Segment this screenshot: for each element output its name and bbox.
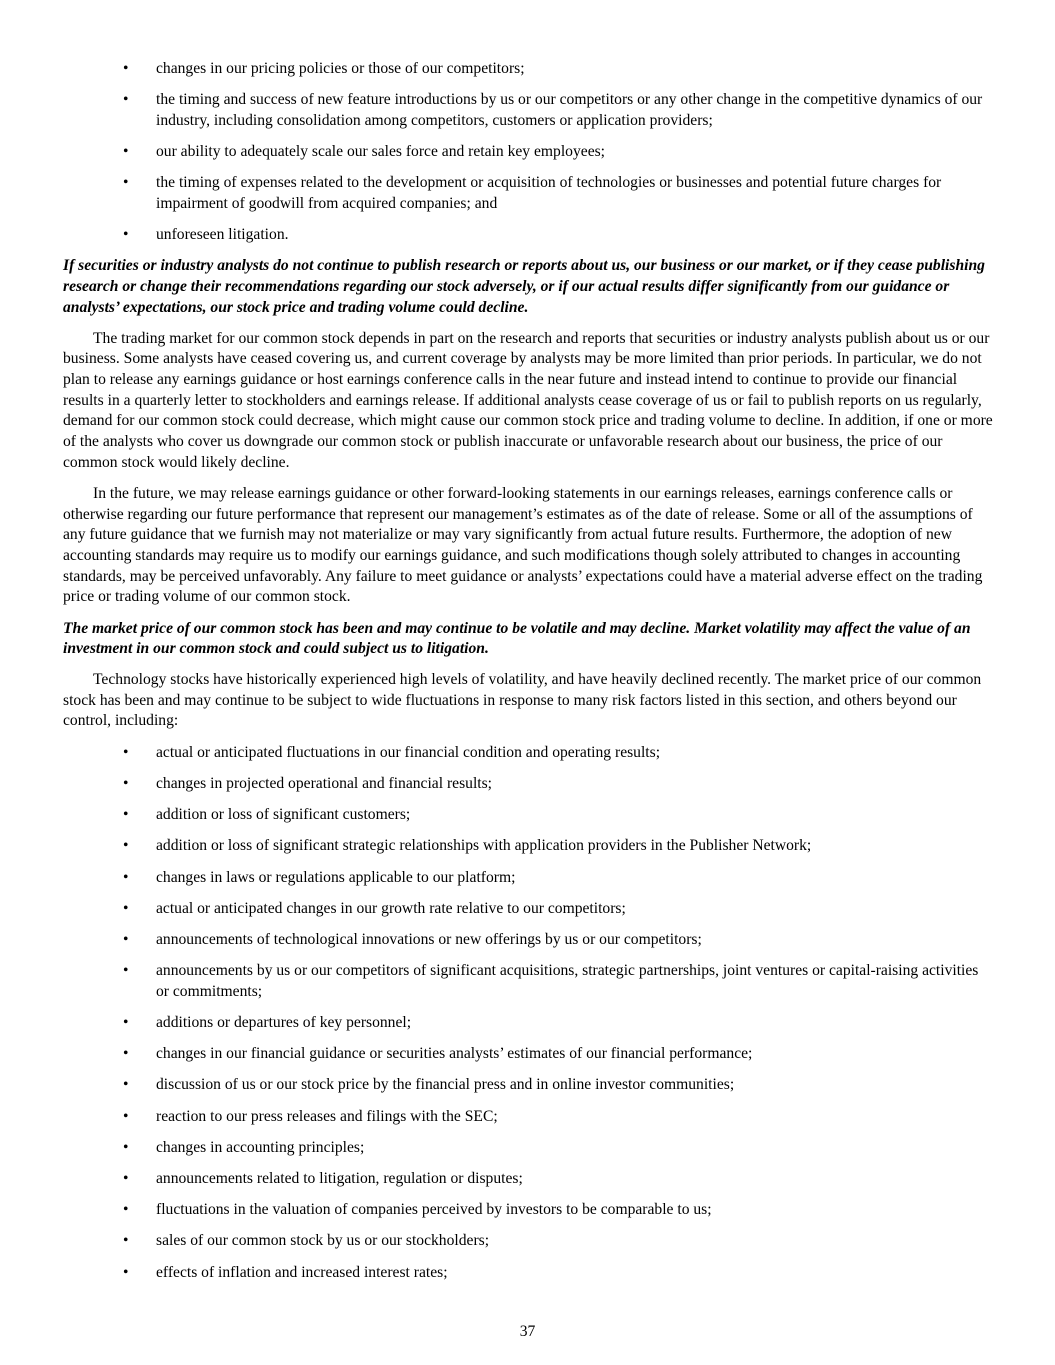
bullet-icon: • xyxy=(123,1045,129,1063)
list-item: • addition or loss of significant customers; xyxy=(63,805,993,826)
list-item: • additions or departures of key personnel; xyxy=(63,1013,993,1034)
bullet-icon: • xyxy=(123,806,129,824)
list-item: • the timing of expenses related to the development or acquisition of technologies or businesses and potential future charges for impairment of goodwill from acquired companies; and xyxy=(123,174,942,213)
list-item: • the timing and success of new feature introductions by us or our competitors or any other change in the competitive dynamics of our industry, including consolidation among competitors, customers or application providers; xyxy=(123,91,983,129)
bullet-icon: • xyxy=(123,962,129,980)
list-item: • changes in our financial guidance or securities analysts’ estimates of our financial performance; xyxy=(63,1044,993,1065)
bullet-icon: • xyxy=(123,1076,129,1094)
list-item: • our ability to adequately scale our sales force and retain key employees; xyxy=(63,142,993,163)
bullet-icon: • xyxy=(123,743,129,761)
bullet-list-risk-factors xyxy=(63,743,993,1284)
page-number: 37 xyxy=(519,1323,536,1340)
bullet-icon: • xyxy=(123,899,129,917)
section-heading-volatility: The market price of our common stock has been and may continue to be volatile and may decline. Market volatility may affect the value of an investment in our common stock and could subject us to litigation. xyxy=(63,619,971,658)
paragraph: Technology stocks have historically experienced high levels of volatility, and have heavily declined recently. The market price of our common stock has been and may continue to be subject to wide fluctuations in response to many risk factors listed in this section, and others beyond our control, including: xyxy=(63,671,982,730)
list-item: • effects of inflation and increased interest rates; xyxy=(63,1263,993,1284)
list-item: • actual or anticipated fluctuations in our financial condition and operating results; xyxy=(63,743,993,764)
list-item: • announcements of technological innovations or new offerings by us or our competitors; xyxy=(63,930,993,951)
list-item: • sales of our common stock by us or our stockholders; xyxy=(63,1231,993,1252)
list-item: • changes in projected operational and financial results; xyxy=(63,774,993,795)
paragraph: In the future, we may release earnings guidance or other forward-looking statements in our earnings releases, earnings conference calls or otherwise regarding our future performance that represent our management’s estimates as of the date of release. Some or all of the assumptions of any future guidance that we furnish may not materialize or may vary significantly from actual future results. Furthermore, the adoption of new accounting standards may require us to modify our earnings guidance, and such modifications though solely attributed to changes in accounting standards, may be perceived unfavorably. Any failure to meet guidance or analysts’ expectations could have a material adverse effect on the trading price or trading volume of our common stock. xyxy=(63,484,983,606)
bullet-list-top xyxy=(63,59,993,246)
bullet-icon: • xyxy=(123,1138,129,1156)
document-page xyxy=(63,59,993,1294)
bullet-icon: • xyxy=(123,1014,129,1032)
bullet-icon: • xyxy=(123,774,129,792)
list-item: • fluctuations in the valuation of companies perceived by investors to be comparable to us; xyxy=(63,1200,993,1221)
bullet-icon: • xyxy=(123,91,129,109)
bullet-icon: • xyxy=(123,868,129,886)
list-item: • announcements by us or our competitors of significant acquisitions, strategic partnerships, joint ventures or capital-raising activities or commitments; xyxy=(123,962,979,1000)
bullet-icon: • xyxy=(123,837,129,855)
bullet-icon: • xyxy=(123,1170,129,1188)
list-item: • changes in our pricing policies or those of our competitors; xyxy=(63,59,993,80)
list-item: • unforeseen litigation. xyxy=(63,225,993,246)
bullet-icon: • xyxy=(123,143,129,161)
bullet-icon: • xyxy=(123,226,129,244)
bullet-icon: • xyxy=(123,174,129,192)
list-item: • changes in accounting principles; xyxy=(63,1138,993,1159)
paragraph: The trading market for our common stock depends in part on the research and reports that securities or industry analysts publish about us or our business. Some analysts have ceased covering us, and current coverage by analysts may be more limited than prior periods. In particular, we do not plan to release any earnings guidance or host earnings conference calls in the near future and instead intend to continue to provide our financial results in a quarterly letter to stockholders and earnings release. If additional analysts cease coverage of us or fail to publish reports on us regularly, demand for our common stock could decrease, which might cause our common stock price and trading volume to decline. In addition, if one or more of the analysts who cover us downgrade our common stock or publish inaccurate or unfavorable research about our business, the price of our common stock would likely decline. xyxy=(63,329,993,471)
bullet-icon: • xyxy=(123,1232,129,1250)
list-item: • reaction to our press releases and filings with the SEC; xyxy=(63,1107,993,1128)
bullet-icon: • xyxy=(123,1263,129,1281)
bullet-icon: • xyxy=(123,1107,129,1125)
list-item: • changes in laws or regulations applicable to our platform; xyxy=(63,868,993,889)
bullet-icon: • xyxy=(123,1201,129,1219)
bullet-icon: • xyxy=(123,60,129,77)
list-item: • announcements related to litigation, regulation or disputes; xyxy=(63,1169,993,1190)
bullet-icon: • xyxy=(123,930,129,948)
list-item: • discussion of us or our stock price by the financial press and in online investor communities; xyxy=(63,1075,993,1096)
list-item: • actual or anticipated changes in our growth rate relative to our competitors; xyxy=(63,899,993,920)
section-heading-analysts: If securities or industry analysts do not continue to publish research or reports about us, our business or our market, or if they cease publishing research or change their recommendations regarding our stock adversely, or if our actual results differ significantly from our guidance or analysts’ expectations, our stock price and trading volume could decline. xyxy=(63,257,985,316)
list-item: • addition or loss of significant strategic relationships with application providers in the Publisher Network; xyxy=(63,836,993,857)
